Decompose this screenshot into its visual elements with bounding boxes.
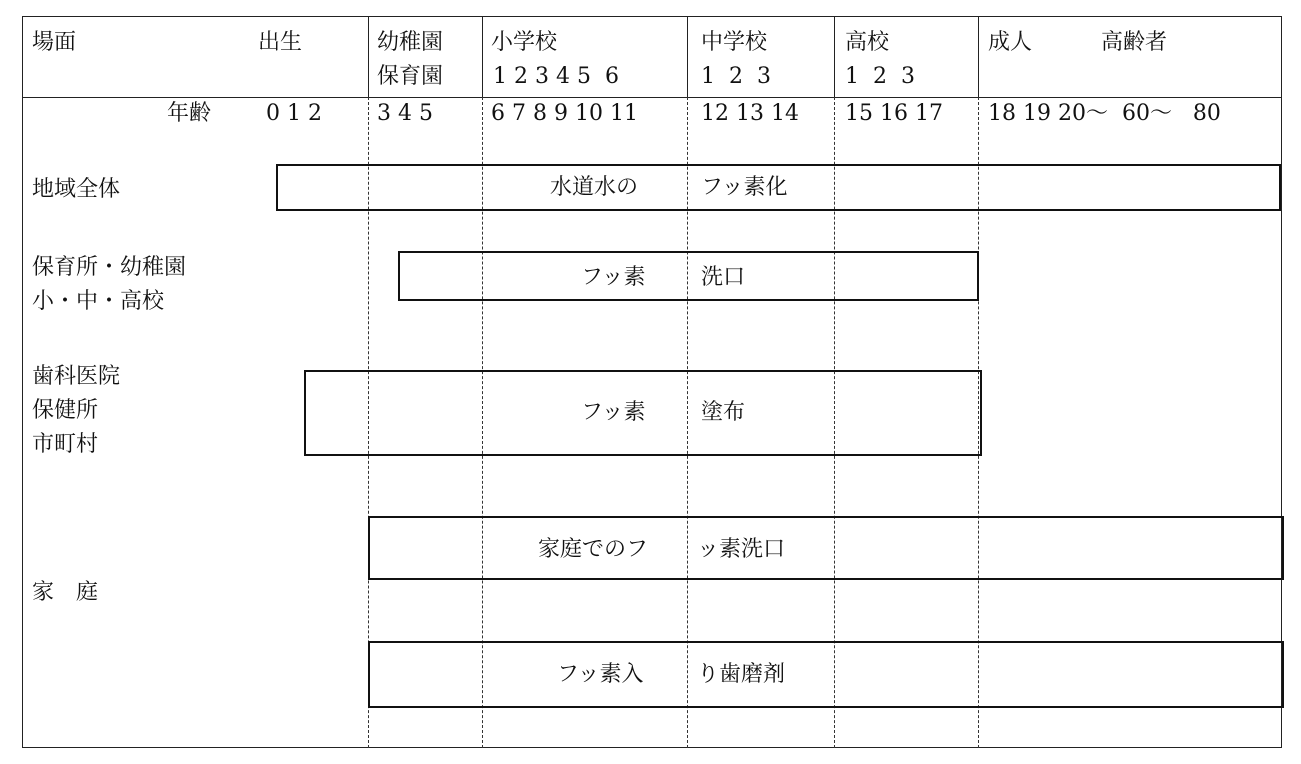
column-divider <box>482 16 483 97</box>
age-label: 年齢 <box>167 101 212 126</box>
bar-home-mouthrinse-left: 家庭でのフ <box>538 537 649 562</box>
header-elderly: 高齢者 <box>1101 30 1168 55</box>
bar-home-mouthrinse-right: ッ素洗口 <box>697 537 786 562</box>
header-nursery: 保育園 <box>377 64 444 89</box>
bar-topical-application-left: フッ素 <box>581 400 646 425</box>
row-label-home: 家 庭 <box>32 580 99 605</box>
bar-fluoride-toothpaste-left: フッ素入 <box>557 662 644 687</box>
header-elementary-grades: 1 2 3 4 5 6 <box>493 64 619 89</box>
row-label-schools: 保育所・幼稚園 小・中・高校 <box>32 255 187 314</box>
header-adult: 成人 <box>988 30 1033 55</box>
ages-adult: 18 19 20～ 60～ 80 <box>988 101 1221 126</box>
bar-water-fluoridation-right: フッ素化 <box>701 175 788 200</box>
header-elementary: 小学校 <box>491 30 558 55</box>
ages-0-2: 0 1 2 <box>266 101 322 126</box>
ages-12-14: 12 13 14 <box>701 101 799 126</box>
header-scene: 場面 <box>32 30 77 55</box>
column-divider <box>368 16 369 97</box>
row-label-community: 地域全体 <box>32 177 121 202</box>
bar-school-mouthrinse-left: フッ素 <box>581 265 646 290</box>
bar-water-fluoridation-left: 水道水の <box>550 175 639 200</box>
ages-3-5: 3 4 5 <box>377 101 433 126</box>
bar-school-mouthrinse-right: 洗口 <box>701 265 746 290</box>
header-birth: 出生 <box>258 30 303 55</box>
ages-6-11: 6 7 8 9 10 11 <box>491 101 638 126</box>
column-divider <box>978 16 979 97</box>
header-hs-grades: 1 2 3 <box>845 64 915 89</box>
header-jh-grades: 1 2 3 <box>701 64 771 89</box>
header-divider <box>22 97 1282 98</box>
column-divider <box>834 16 835 97</box>
ages-15-17: 15 16 17 <box>845 101 943 126</box>
row-label-clinics: 歯科医院 保健所 市町村 <box>32 364 121 457</box>
bar-topical-application-right: 塗布 <box>701 400 746 425</box>
column-divider <box>687 16 688 97</box>
bar-home-mouthrinse <box>368 516 1284 580</box>
bar-school-mouthrinse <box>398 251 979 301</box>
bar-fluoride-toothpaste-right: り歯磨剤 <box>697 662 786 687</box>
header-high-school: 高校 <box>845 30 890 55</box>
header-kindergarten: 幼稚園 <box>377 30 444 55</box>
header-junior-high: 中学校 <box>701 30 768 55</box>
bar-fluoride-toothpaste <box>368 641 1284 708</box>
